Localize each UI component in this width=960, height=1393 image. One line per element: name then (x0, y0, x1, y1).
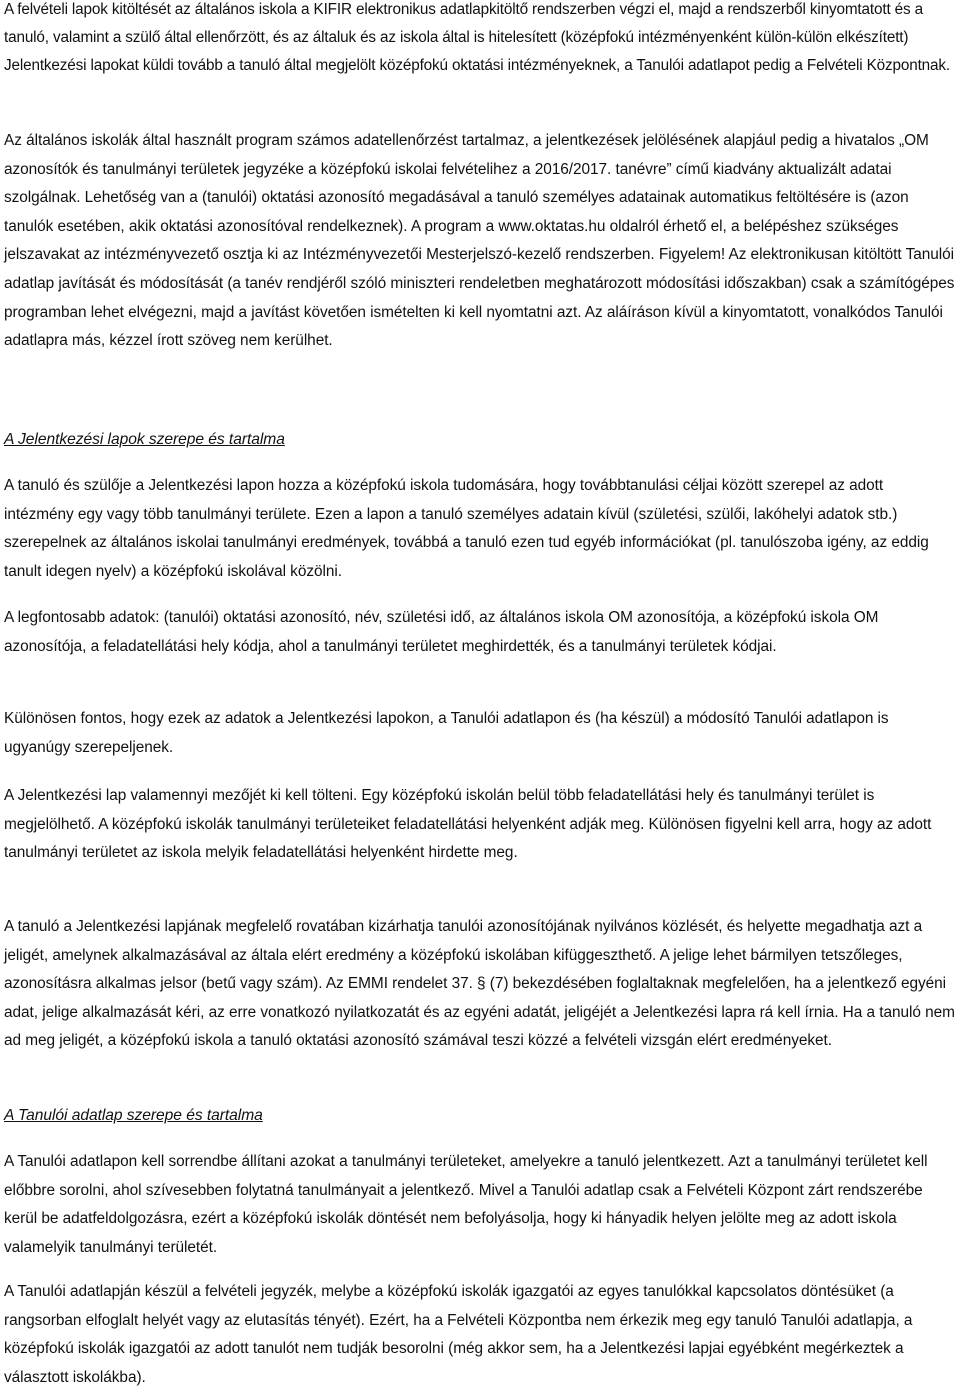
section-heading-jelentkezesi: A Jelentkezési lapok szerepe és tartalma (4, 431, 285, 448)
tanuloi-order-paragraph: A Tanulói adatlapon kell sorrendbe állítani azokat a tanulmányi területeket, amelyekre a tanuló jelentkezett. Azt a tanulmányi területet kell előbbre sorolni, ahol szívesebben folytatná tanulmányait a jelentkező. Mivel a Tanulói adatlap csak a Felvételi Központ zárt rendszerébe kerül be adatfeldolgozásra, ezért a középfokú iskolák döntését nem befolyásolja, hogy ki hányadik helyen jelölte meg az adott iskola valamelyik tanulmányi területét. (4, 1153, 928, 1256)
jelentkezesi-role-paragraph: A tanuló és szülője a Jelentkezési lapon hozza a középfokú iskola tudomására, hogy továbbtanulási céljai között szerepel az adott intézmény egy vagy több tanulmányi területe. Ezen a lapon a tanuló személyes adatain kívül (születési, szülői, lakóhelyi adatok stb.) szerepelnek az általános iskolai tanulmányi eredmények, továbbá a tanuló ezen tud egyéb információkat (pl. tanulószoba igény, az eddig tanult idegen nyelv) a középfokú iskolával közölni. (4, 477, 929, 580)
felveteli-jegyzek-paragraph: A Tanulói adatlapján készül a felvételi jegyzék, melybe a középfokú iskolák igazgatói az egyes tanulókkal kapcsolatos döntésüket (a rangsorban elfoglalt helyét vagy az elutasítás tényét). Ezért, ha a Felvételi Központba nem érkezik meg egy tanuló Tanulói adatlapja, a középfokú iskolák igazgatói az adott tanulót nem tudják besorolni (még akkor sem, ha a Jelentkezési lapjai egyébként megérkeztek a választott iskolákba). (4, 1283, 913, 1386)
section-heading-tanuloi: A Tanulói adatlap szerepe és tartalma (4, 1107, 263, 1124)
jelige-paragraph: A tanuló a Jelentkezési lapjának megfelelő rovatában kizárhatja tanulói azonosítójának nyilvános közlését, és helyette megadhatja azt a jeligét, amelynek alkalmazásával az általa elért eredmény a középfokú iskolában kifüggeszthető. A jelige lehet bármilyen tetszőleges, azonosításra alkalmas jelsor (betű vagy szám). Az EMMI rendelet 37. § (7) bekezdésében foglaltaknak megfelelően, ha a jelentkező egyéni adat, jelige alkalmazását kéri, az erre vonatkozó nyilatkozatát és az egyéni adatát, jeligéjét a Jelentkezési lapra rá kell írnia. Ha a tanuló nem ad meg jeligét, a középfokú iskola a tanuló oktatási azonosító számával teszi közzé a felvételi vizsgán elért eredményeket. (4, 918, 955, 1050)
intro-paragraph: A felvételi lapok kitöltését az általános iskola a KIFIR elektronikus adatlapkitöltő rendszerben végzi el, majd a rendszerből kinyomtatott és a tanuló, valamint a szülő által ellenőrzött, és az általuk és az iskola által is hitelesített (középfokú intézményenként külön-külön elkészített) Jelentkezési lapokat küldi tovább a tanuló által megjelölt középfokú oktatási intézményeknek, a Tanulói adatlapot pedig a Felvételi Központnak. (4, 1, 950, 75)
program-paragraph: Az általános iskolák által használt program számos adatellenőrzést tartalmaz, a jelentkezések jelölésének alapjául pedig a hivatalos „OM azonosítók és tanulmányi területek jegyzéke a középfokú iskolai felvételihez a 2016/2017. tanévre” című kiadvány aktualizált adatai szolgálnak. Lehetőség van a (tanulói) oktatási azonosító megadásával a tanuló személyes adatainak automatikus feltöltésére is (azon tanulók esetében, akik oktatási azonosítóval rendelkeznek). A program a www.oktatas.hu oldalról érhető el, a belépéshez szükséges jelszavakat az intézményvezető osztja ki az Intézményvezetői Mesterjelszó-kezelő rendszerben. Figyelem! Az elektronikusan kitöltött Tanulói adatlap javítását és módosítását (a tanév rendjéről szóló miniszteri rendeletben meghatározott módosítási időszakban) csak a számítógépes programban lehet elvégezni, majd a javítást követően ismételten ki kell nyomtatni azt. Az aláíráson kívül a kinyomtatott, vonalkódos Tanulói adatlapra más, kézzel írott szöveg nem kerülhet. (4, 132, 955, 350)
fill-all-fields-paragraph: A Jelentkezési lap valamennyi mezőjét ki kell tölteni. Egy középfokú iskolán belül több feladatellátási hely és tanulmányi terület is megjelölhető. A középfokú iskolák tanulmányi területeiket feladatellátási helyenként adják meg. Különösen figyelni kell arra, hogy az adott tanulmányi területet az iskola melyik feladatellátási helyenként hirdette meg. (4, 787, 932, 862)
consistency-paragraph: Különösen fontos, hogy ezek az adatok a Jelentkezési lapokon, a Tanulói adatlapon és (ha készül) a módosító Tanulói adatlapon is ugyanúgy szerepeljenek. (4, 710, 889, 756)
key-data-paragraph: A legfontosabb adatok: (tanulói) oktatási azonosító, név, születési idő, az általános iskola OM azonosítója, a középfokú iskola OM azonosítója, a feladatellátási hely kódja, ahol a tanulmányi területet meghirdették, és a tanulmányi területek kódjai. (4, 609, 879, 655)
